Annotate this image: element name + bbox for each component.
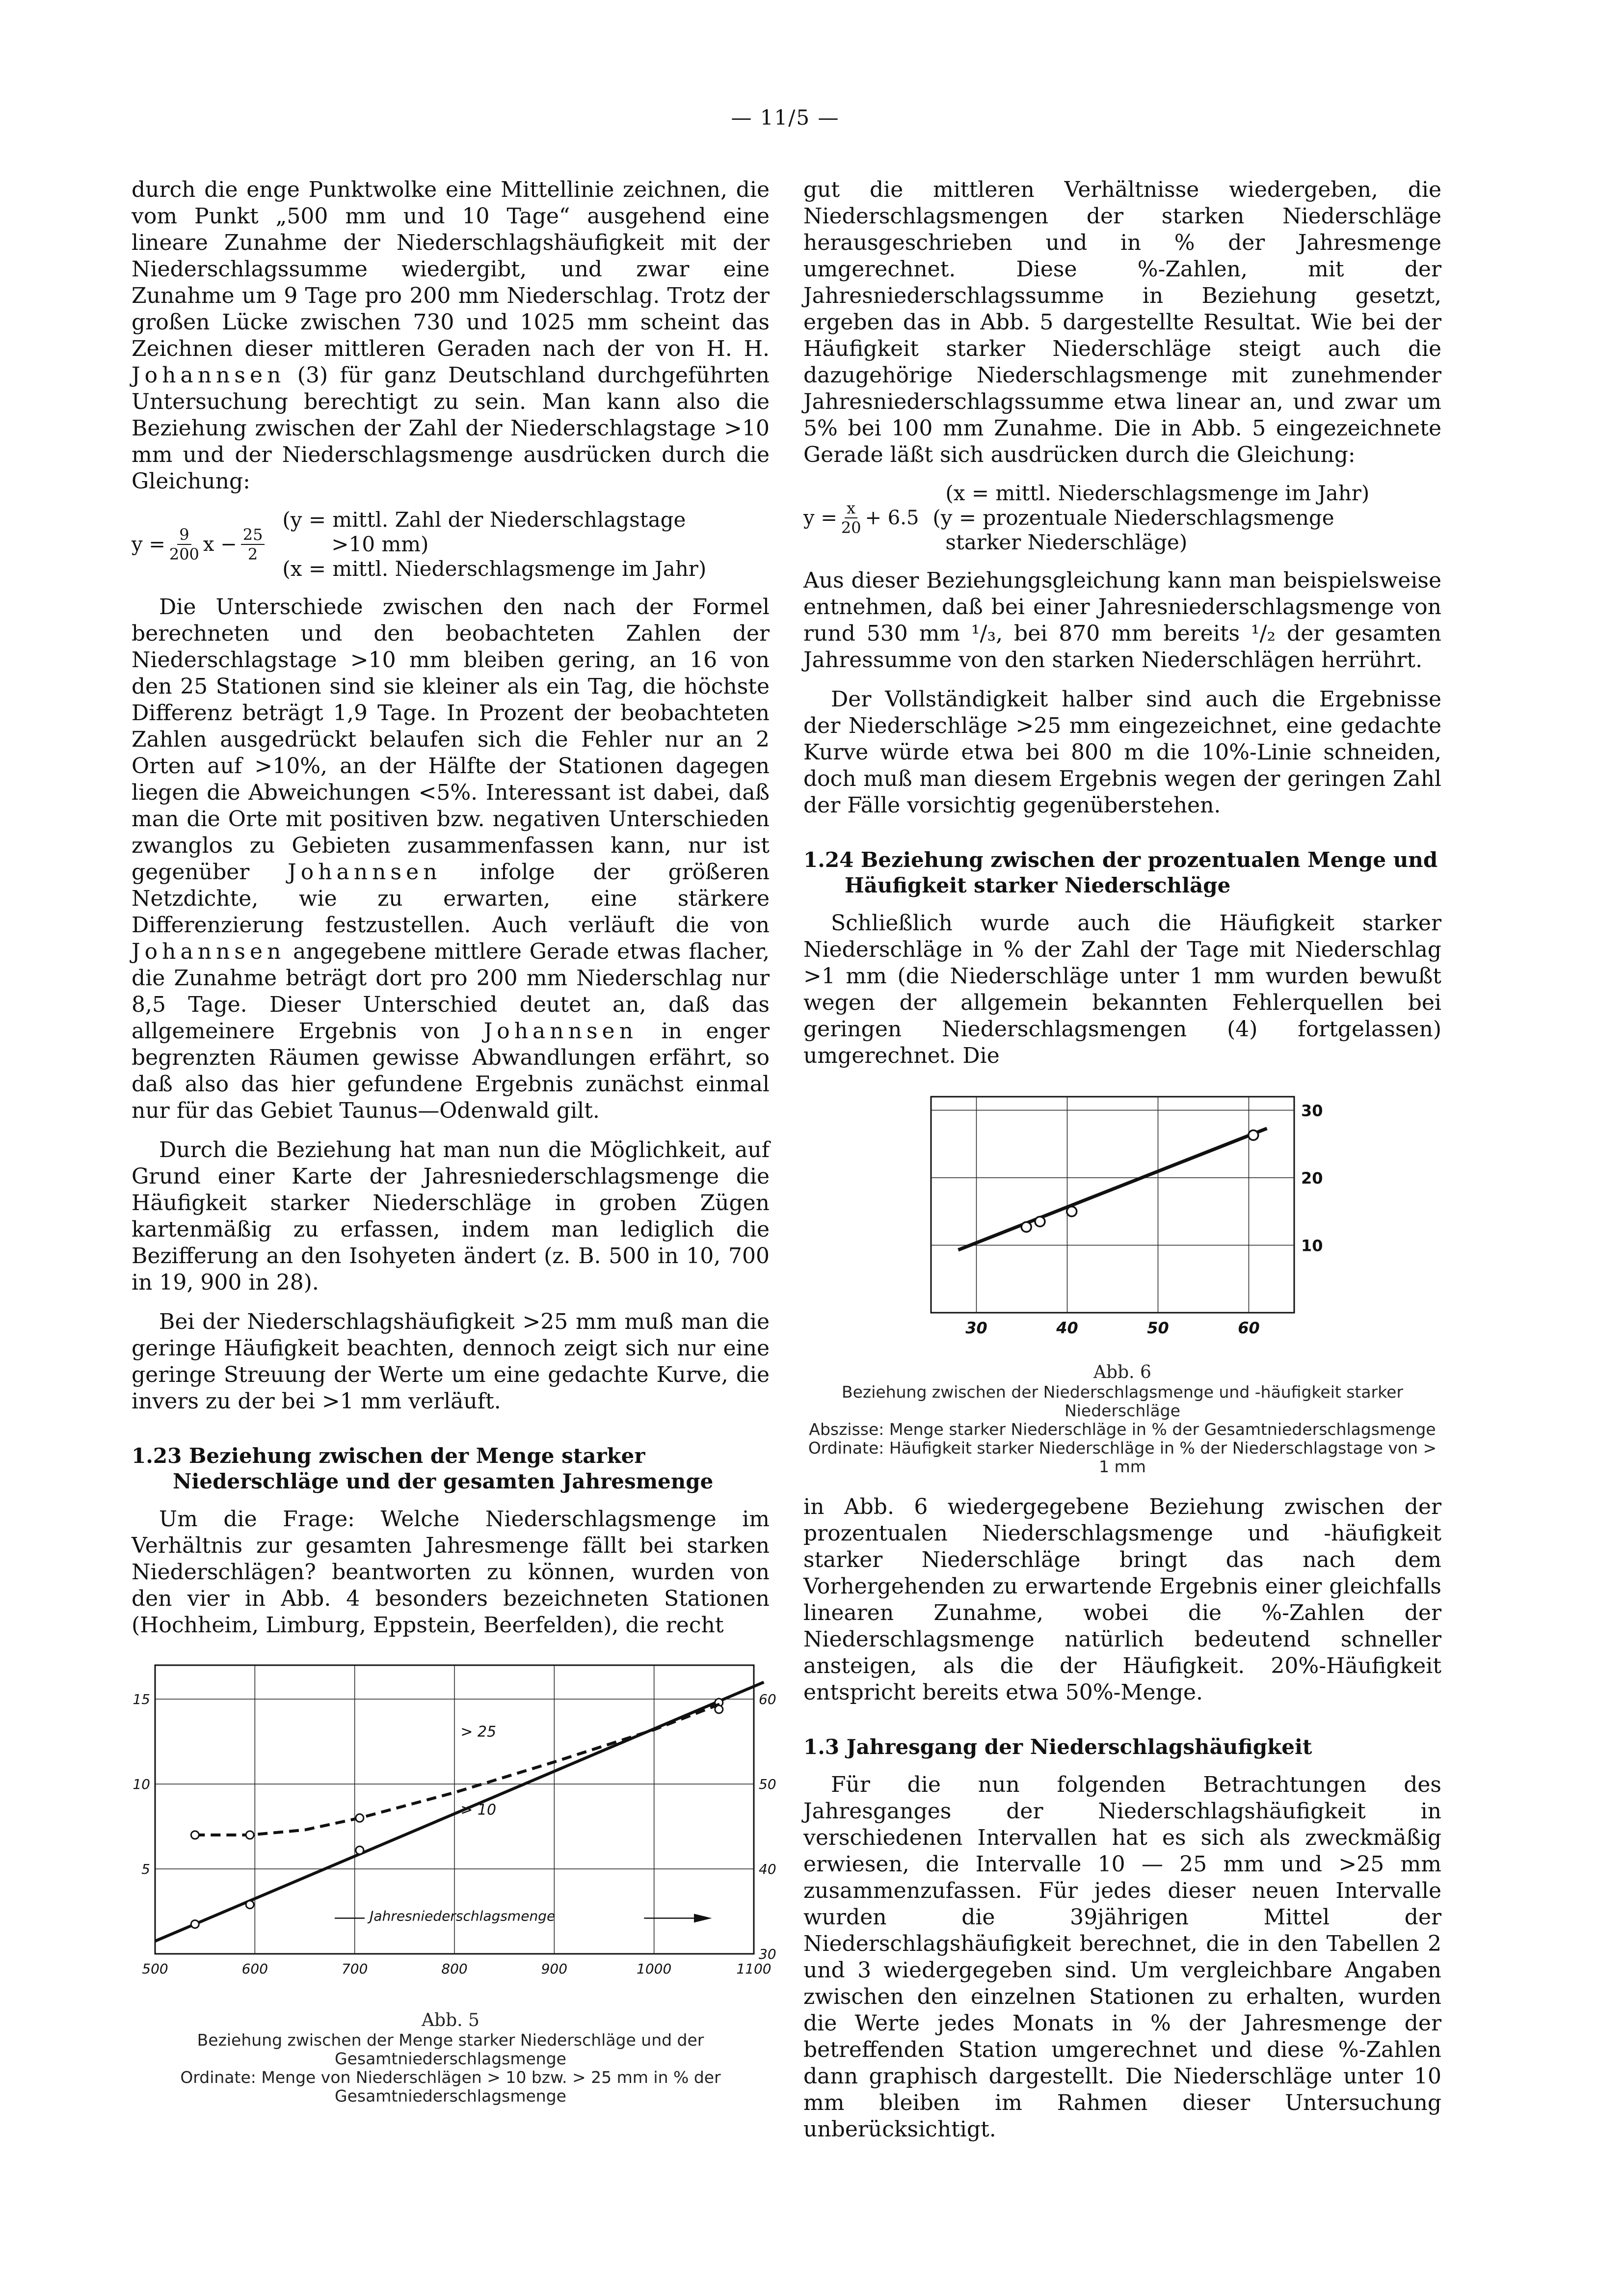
abb5-chart (132, 1651, 776, 2005)
x-tick-label: 40 (1056, 1319, 1078, 1337)
series-gt25-point (715, 1705, 723, 1713)
y-right-tick-label: 40 (759, 1861, 776, 1878)
x-tick-label: 1000 (637, 1961, 672, 1977)
equation-1: y = $\frac{9}{200}$ x − $\frac{25}{2}$ (y = mittl. Zahl der Niederschlagstage >10 mm) (x = mittl. Niederschlagsmenge im Jahr) (132, 508, 707, 581)
section-heading-1-24: 1.24 Beziehung zwischen der prozentualen Menge und Häufigkeit starker Niederschläge (803, 848, 1438, 897)
arrow-label: Jahresniederschlagsmenge (370, 1908, 556, 1924)
paragraph: durch die enge Punktwolke eine Mittellinie zeichnen, die vom Punkt „500 mm und 10 Tage“ ausgehend eine lineare Zunahme der Niederschlagshäufigkeit mit der Niederschlagssumme wiedergibt, und zwar eine Zunahme um 9 Tage pro 200 mm Niederschlag. Trotz der großen Lücke zwischen 730 und 1025 mm scheint das Zeichnen dieser mittleren Geraden nach der von H. H. Johannsen (3) für ganz Deutschland durchgeführten Untersuchung berechtigt zu sein. Man kann also die Beziehung zwischen der Zahl der Niederschlagstage >10 mm und der Niederschlagsmenge ausdrücken durch die Gleichung: (132, 177, 770, 494)
y-right-tick-label: 60 (759, 1691, 776, 1708)
paragraph: Durch die Beziehung hat man nun die Möglichkeit, auf Grund einer Karte der Jahresniederschlagsmenge die Häufigkeit starker Niederschläge in groben Zügen kartenmäßig zu erfassen, indem man lediglich die Bezifferung an den Isohyeten ändert (z. B. 500 in 10, 700 in 19, 900 in 28). (132, 1137, 770, 1295)
y-left-tick-label: 5 (141, 1861, 150, 1878)
series-gt10-point (191, 1920, 199, 1928)
paragraph: Der Vollständigkeit halber sind auch die Ergebnisse der Niederschläge >25 mm eingezeichnet, eine gedachte Kurve würde etwa bei 800 m die 10%-Linie schneiden, doch muß man diesem Ergebnis wegen der geringen Zahl der Fälle vorsichtig gegenüberstehen. (803, 687, 1441, 818)
x-tick-label: 500 (142, 1961, 168, 1977)
abb6-ticks (965, 1102, 1323, 1338)
series-gt25-point (246, 1831, 254, 1839)
fit-line (958, 1129, 1267, 1250)
figure-abb6-caption: Abb. 6 Beziehung zwischen der Niederschlagsmenge und -häufigkeit starker Niederschläge Abszisse: Menge starker Niederschläge in % der Gesamtniederschlagsmenge Ordinate: Häufigkeit starker Niederschläge in % der Niederschlagstage von > 1 mm (808, 1362, 1437, 1476)
right-column (803, 177, 1441, 2156)
y-tick-label: 30 (1301, 1101, 1323, 1120)
x-tick-label: 50 (1147, 1319, 1169, 1337)
abb6-series (958, 1129, 1267, 1250)
abb6-chart (803, 1082, 1441, 1357)
data-point (1021, 1222, 1031, 1232)
x-tick-label: 30 (965, 1319, 987, 1337)
paragraph: Für die nun folgenden Betrachtungen des Jahresganges der Niederschlagshäufigkeit in verschiedenen Intervallen hat es sich als zweckmäßig erwiesen, die Intervalle 10 — 25 mm und >25 mm zusammenzufassen. Für jedes dieser neuen Intervalle wurden die 39jährigen Mittel der Niederschlagshäufigkeit berechnet, die in den Tabellen 2 und 3 wiedergegeben sind. Um vergleichbare Angaben zwischen den einzelnen Stationen zu erhalten, wurden die Werte jedes Monats in % der Jahresmenge der betreffenden Station umgerechnet und diese %-Zahlen dann graphisch dargestellt. Die Niederschläge unter 10 mm bleiben im Rahmen dieser Untersuchung unberücksichtigt. (803, 1772, 1441, 2142)
paragraph: Schließlich wurde auch die Häufigkeit starker Niederschläge in % der Zahl der Tage mit Niederschlag >1 mm (die Niederschläge unter 1 mm wurden bewußt wegen der allgemein bekannten Fehlerquellen bei geringen Niederschlagsmengen (4) fortgelassen) umgerechnet. Die (803, 911, 1441, 1068)
series-gt25-point (356, 1814, 364, 1822)
y-left-tick-label: 10 (133, 1776, 150, 1793)
series-gt25-point (191, 1831, 199, 1839)
figure-abb6 (803, 1082, 1441, 1476)
data-point (1067, 1207, 1077, 1216)
equation-2: y = $\frac{x}{20}$ + 6.5 (x = mittl. Niederschlagsmenge im Jahr) (y = prozentuale Niederschlagsmenge starker Niederschläge) (803, 481, 1370, 554)
annotation-gt25: > 25 (460, 1723, 497, 1741)
x-tick-label: 1100 (736, 1961, 772, 1977)
data-point (1035, 1216, 1045, 1226)
author-name: Johannsen (132, 363, 286, 388)
section-heading-1-23: 1.23 Beziehung zwischen der Menge starker Niederschläge und der gesamten Jahresmenge (132, 1444, 714, 1493)
section-heading-1-3: 1.3 Jahresgang der Niederschlagshäufigkeit (803, 1735, 1312, 1759)
x-tick-label: 700 (341, 1961, 368, 1977)
y-tick-label: 10 (1301, 1236, 1323, 1255)
page-number: — 11/5 — (731, 106, 840, 130)
y-tick-label: 20 (1301, 1169, 1323, 1188)
plot-frame (931, 1097, 1294, 1313)
x-tick-label: 600 (241, 1961, 268, 1977)
y-left-tick-label: 15 (133, 1691, 150, 1708)
arrow-head (694, 1914, 712, 1922)
paragraph: Aus dieser Beziehungsgleichung kann man beispielsweise entnehmen, daß bei einer Jahresniederschlagsmenge von rund 530 mm ¹/₃, bei 870 mm bereits ¹/₂ der gesamten Jahressumme von den starken Niederschlägen herrührt. (803, 568, 1441, 673)
x-tick-label: 60 (1238, 1319, 1260, 1337)
figure-abb5-caption: Abb. 5 Beziehung zwischen der Menge starker Niederschläge und der Gesamtniederschlagsmenge Ordinate: Menge von Niederschlägen > 10 bzw. > 25 mm in % der Gesamtniederschlagsmenge (180, 2010, 721, 2106)
paragraph: Bei der Niederschlagshäufigkeit >25 mm muß man die geringe Häufigkeit beachten, dennoch zeigt sich nur eine geringe Streuung der Werte um eine gedachte Kurve, die invers zu der bei >1 mm verläuft. (132, 1309, 770, 1414)
abb6-frame (931, 1097, 1294, 1313)
paragraph: Die Unterschiede zwischen den nach der Formel berechneten und den beobachteten Zahlen der Niederschlagstage >10 mm bleiben gering, an 16 von den 25 Stationen sind sie kleiner als ein Tag, die höchste Differenz beträgt 1,9 Tage. In Prozent der beobachteten Zahlen ausgedrückt belaufen sich die Fehler nur an 2 Orten auf >10%, an der Hälfte der Stationen dagegen liegen die Abweichungen <5%. Interessant ist dabei, daß man die Orte mit positiven bzw. negativen Unterschieden zwanglos zu Gebieten zusammenfassen kann, nur ist gegenüber Johannsen infolge der größeren Netzdichte, wie zu erwarten, eine stärkere Differenzierung festzustellen. Auch verläuft die von Johannsen angegebene mittlere Gerade etwas flacher, die Zunahme beträgt dort pro 200 mm Niederschlag nur 8,5 Tage. Dieser Unterschied deutet an, daß das allgemeinere Ergebnis von Johannsen in enger begrenzten Räumen gewisse Abwandlungen erfährt, so daß also das hier gefundene Ergebnis zunächst einmal nur für das Gebiet Taunus—Odenwald gilt. (132, 594, 770, 1123)
y-right-tick-label: 30 (759, 1946, 776, 1962)
paragraph: gut die mittleren Verhältnisse wiedergeben, die Niederschlagsmengen der starken Niederschläge herausgeschrieben und in % der Jahresmenge umgerechnet. Diese %-Zahlen, mit der Jahresniederschlagssumme in Beziehung gesetzt, ergeben das in Abb. 5 dargestellte Resultat. Wie bei der Häufigkeit starker Niederschläge steigt auch die dazugehörige Niederschlagsmenge mit zunehmender Jahresniederschlagssumme etwa linear an, und zwar um 5% bei 100 mm Zunahme. Die in Abb. 5 eingezeichnete Gerade läßt sich ausdrücken durch die Gleichung: (803, 177, 1441, 467)
series-gt25-curve (195, 1702, 724, 1835)
series-gt10-point (356, 1846, 364, 1854)
series-gt10-point (246, 1901, 254, 1909)
abb5-series (155, 1682, 764, 1941)
abb6-grid (931, 1097, 1294, 1313)
y-right-tick-label: 50 (759, 1776, 776, 1793)
figure-abb5 (132, 1651, 776, 2106)
data-point (1249, 1130, 1258, 1140)
x-tick-label: 900 (541, 1961, 568, 1977)
annotation-gt10: > 10 (460, 1801, 497, 1819)
paragraph: Um die Frage: Welche Niederschlagsmenge im Verhältnis zur gesamten Jahresmenge fällt bei starken Niederschlägen? beantworten zu können, wurden von den vier in Abb. 4 besonders bezeichneten Stationen (Hochheim, Limburg, Eppstein, Beerfelden), die recht (132, 1507, 770, 1638)
left-column (132, 177, 776, 2108)
paragraph: in Abb. 6 wiedergegebene Beziehung zwischen der prozentualen Niederschlagsmenge und -häufigkeit starker Niederschläge bringt das nach dem Vorhergehenden zu erwartende Ergebnis einer gleichfalls linearen Zunahme, wobei die %-Zahlen der Niederschlagsmenge natürlich bedeutend schneller ansteigen, als die der Häufigkeit. 20%-Häufigkeit entspricht bereits etwa 50%-Menge. (803, 1494, 1441, 1705)
x-tick-label: 800 (441, 1961, 468, 1977)
